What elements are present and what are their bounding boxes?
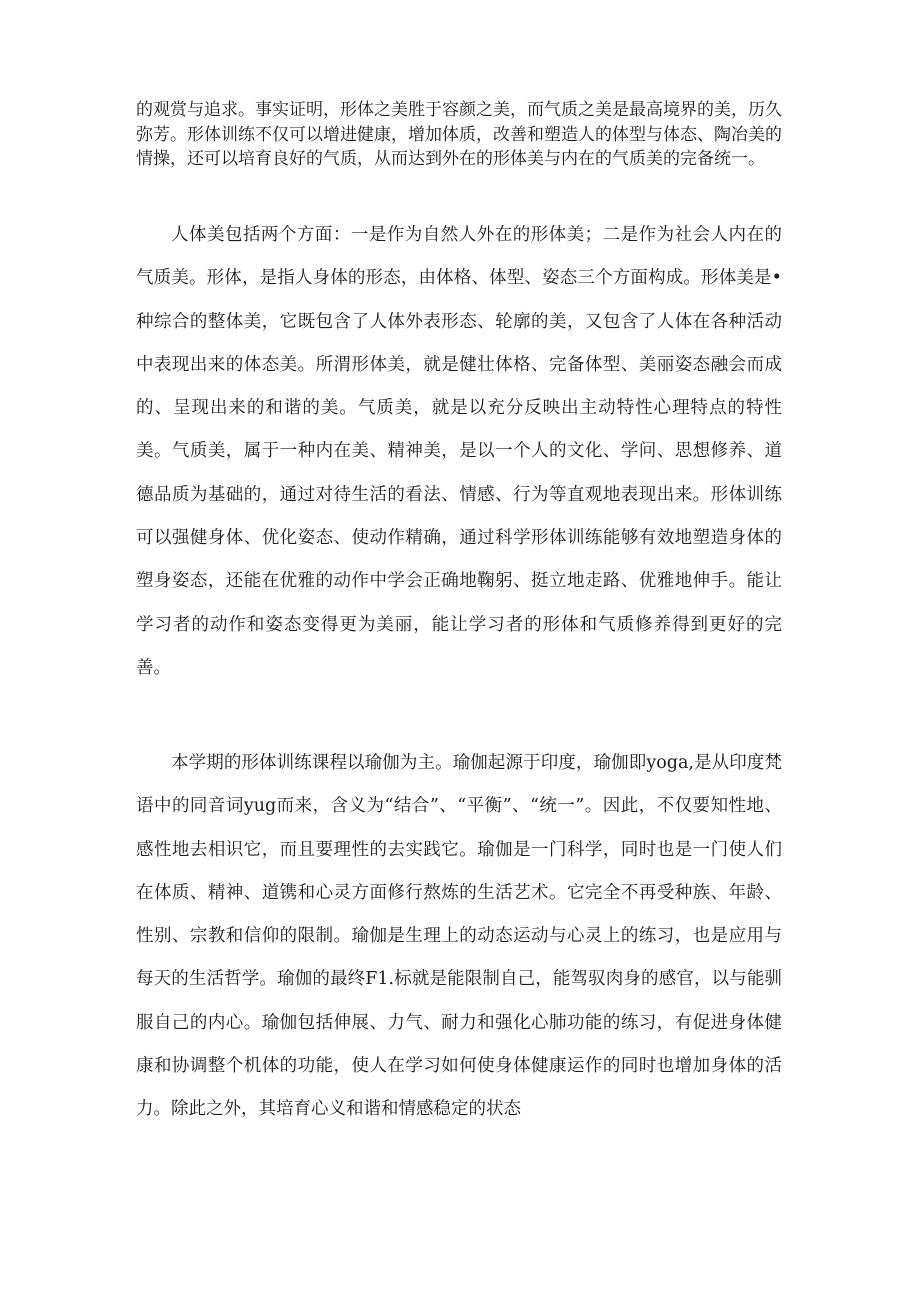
paragraph-1: 的观赏与追求。事实证明，形体之美胜于容颜之美，而气质之美是最高境界的美，历久弥芳。形体训练不仅可以增进健康，增加体质，改善和塑造人的体型与体态、陶冶美的情操，还可以培育良好的气质，从而达到外在的形体美与内在的气质美的完备统一。 [136, 100, 782, 169]
paragraph-3: 本学期的形体训练课程以瑜伽为主。瑜伽起源于印度，瑜伽即yoga,是从印度梵语中的同音词yug而来，含义为“结合”、“平衡”、“统一”。因此，不仅要知性地、感性地去相识它，而且要理性的去实践它。瑜伽是一门科学，同时也是一门使人们在体质、精神、道镌和心灵方面修行熬炼的生活艺术。它完全不再受种族、年龄、性别、宗教和信仰的限制。瑜伽是生理上的动态运动与心灵上的练习，也是应用与每天的生活哲学。瑜伽的最终F1.标就是能限制自己，能驾驭肉身的感官，以与能驯服自己的内心。瑜伽包括伸展、力气、耐力和强化心肺功能的练习，有促进身体健康和协调整个机体的功能，使人在学习如何使身体健康运作的同时也增加身体的活力。除此之外，其培育心义和谐和情感稳定的状态 [136, 753, 782, 1120]
paragraph-2: 人体美包括两个方面：一是作为自然人外在的形体美；二是作为社会人内在的气质美。形体，是指人身体的形态，由体格、体型、姿态三个方面构成。形体美是•种综合的整体美，它既包含了人体外表形态、轮廓的美，又包含了人体在各种活动中表现出来的体态美。所渭形体美，就是健壮体格、完备体型、美丽姿态融会而成的、呈现出来的和谐的美。气质美，就是以充分反映出主动特性心理特点的特性美。气质美，属于一种内在美、精神美，是以一个人的文化、学问、思想修养、道德品质为基础的，通过对待生活的看法、情感、行为等直观地表现出来。形体训练可以强健身体、优化姿态、使动作精确，通过科学形体训练能够有效地塑造身体的塑身姿态，还能在优雅的动作中学会正确地鞠躬、挺立地走路、优雅地伸手。能让学习者的动作和姿态变得更为美丽，能让学习者的形体和气质修养得到更好的完善。 [136, 225, 782, 678]
